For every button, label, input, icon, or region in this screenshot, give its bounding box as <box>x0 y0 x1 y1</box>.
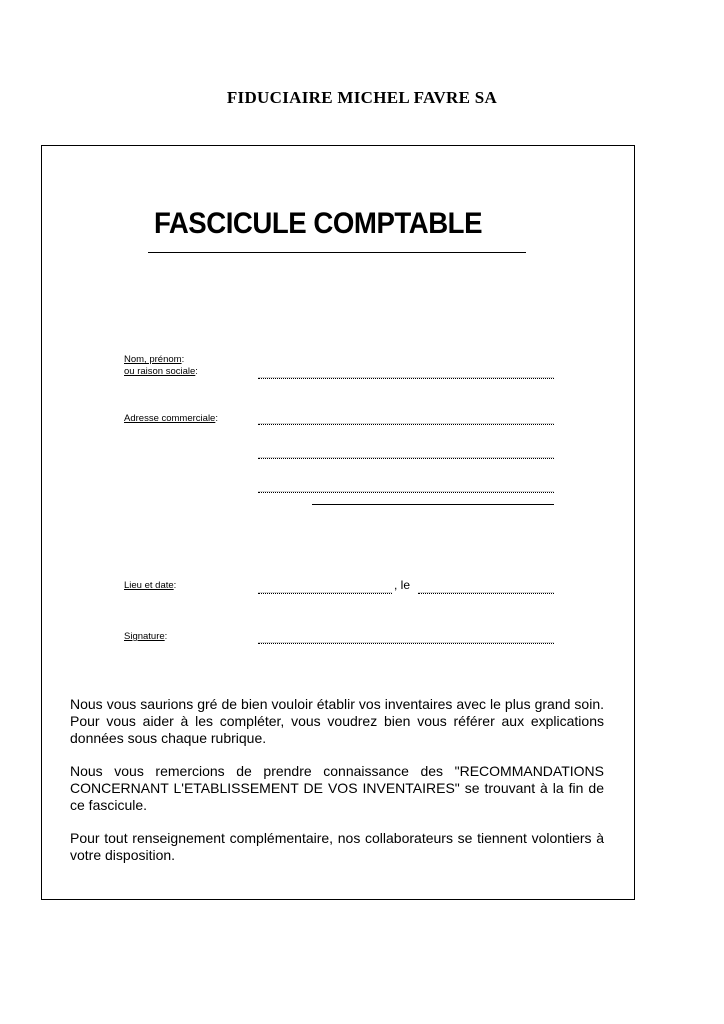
address-field-line1[interactable] <box>258 424 554 425</box>
contact-paragraph: Pour tout renseignement complémentaire, nos collaborateurs se tiennent volontiers à votre disposition. <box>70 830 604 863</box>
name-label: Nom, prénom: ou raison sociale: <box>124 354 198 377</box>
date-field[interactable] <box>418 593 554 594</box>
address-label: Adresse commerciale: <box>124 413 218 424</box>
intro-paragraph: Nous vous saurions gré de bien vouloir établir vos inventaires avec le plus grand soin. Pour vous aider à les compléter, vous voudrez bien vous référer aux explications données sous chaque rubrique. <box>70 696 604 746</box>
title-underline <box>148 252 526 253</box>
date-separator: , le <box>394 578 411 592</box>
signature-field[interactable] <box>258 643 554 644</box>
address-field-line3[interactable] <box>258 492 554 493</box>
place-date-label: Lieu et date: <box>124 580 177 591</box>
recommendations-paragraph: Nous vous remercions de prendre connaissance des "RECOMMANDATIONS CONCERNANT L'ETABLISSEMENT DE VOS INVENTAIRES" se trouvant à la fin de ce fascicule. <box>70 763 604 813</box>
name-label-line2: ou raison sociale <box>124 366 196 377</box>
company-name: FIDUCIAIRE MICHEL FAVRE SA <box>226 88 498 107</box>
place-date-label-text: Lieu et date <box>124 580 174 591</box>
name-label-line1: Nom, prénom <box>124 354 182 365</box>
address-field-line2[interactable] <box>258 458 554 459</box>
signature-label: Signature: <box>124 631 168 642</box>
signature-label-text: Signature <box>124 631 165 642</box>
place-field[interactable] <box>258 593 392 594</box>
document-title: FASCICULE COMPTABLE <box>153 207 483 240</box>
address-field-line4[interactable] <box>312 504 554 505</box>
name-field[interactable] <box>258 378 554 379</box>
address-label-text: Adresse commerciale <box>124 413 216 424</box>
